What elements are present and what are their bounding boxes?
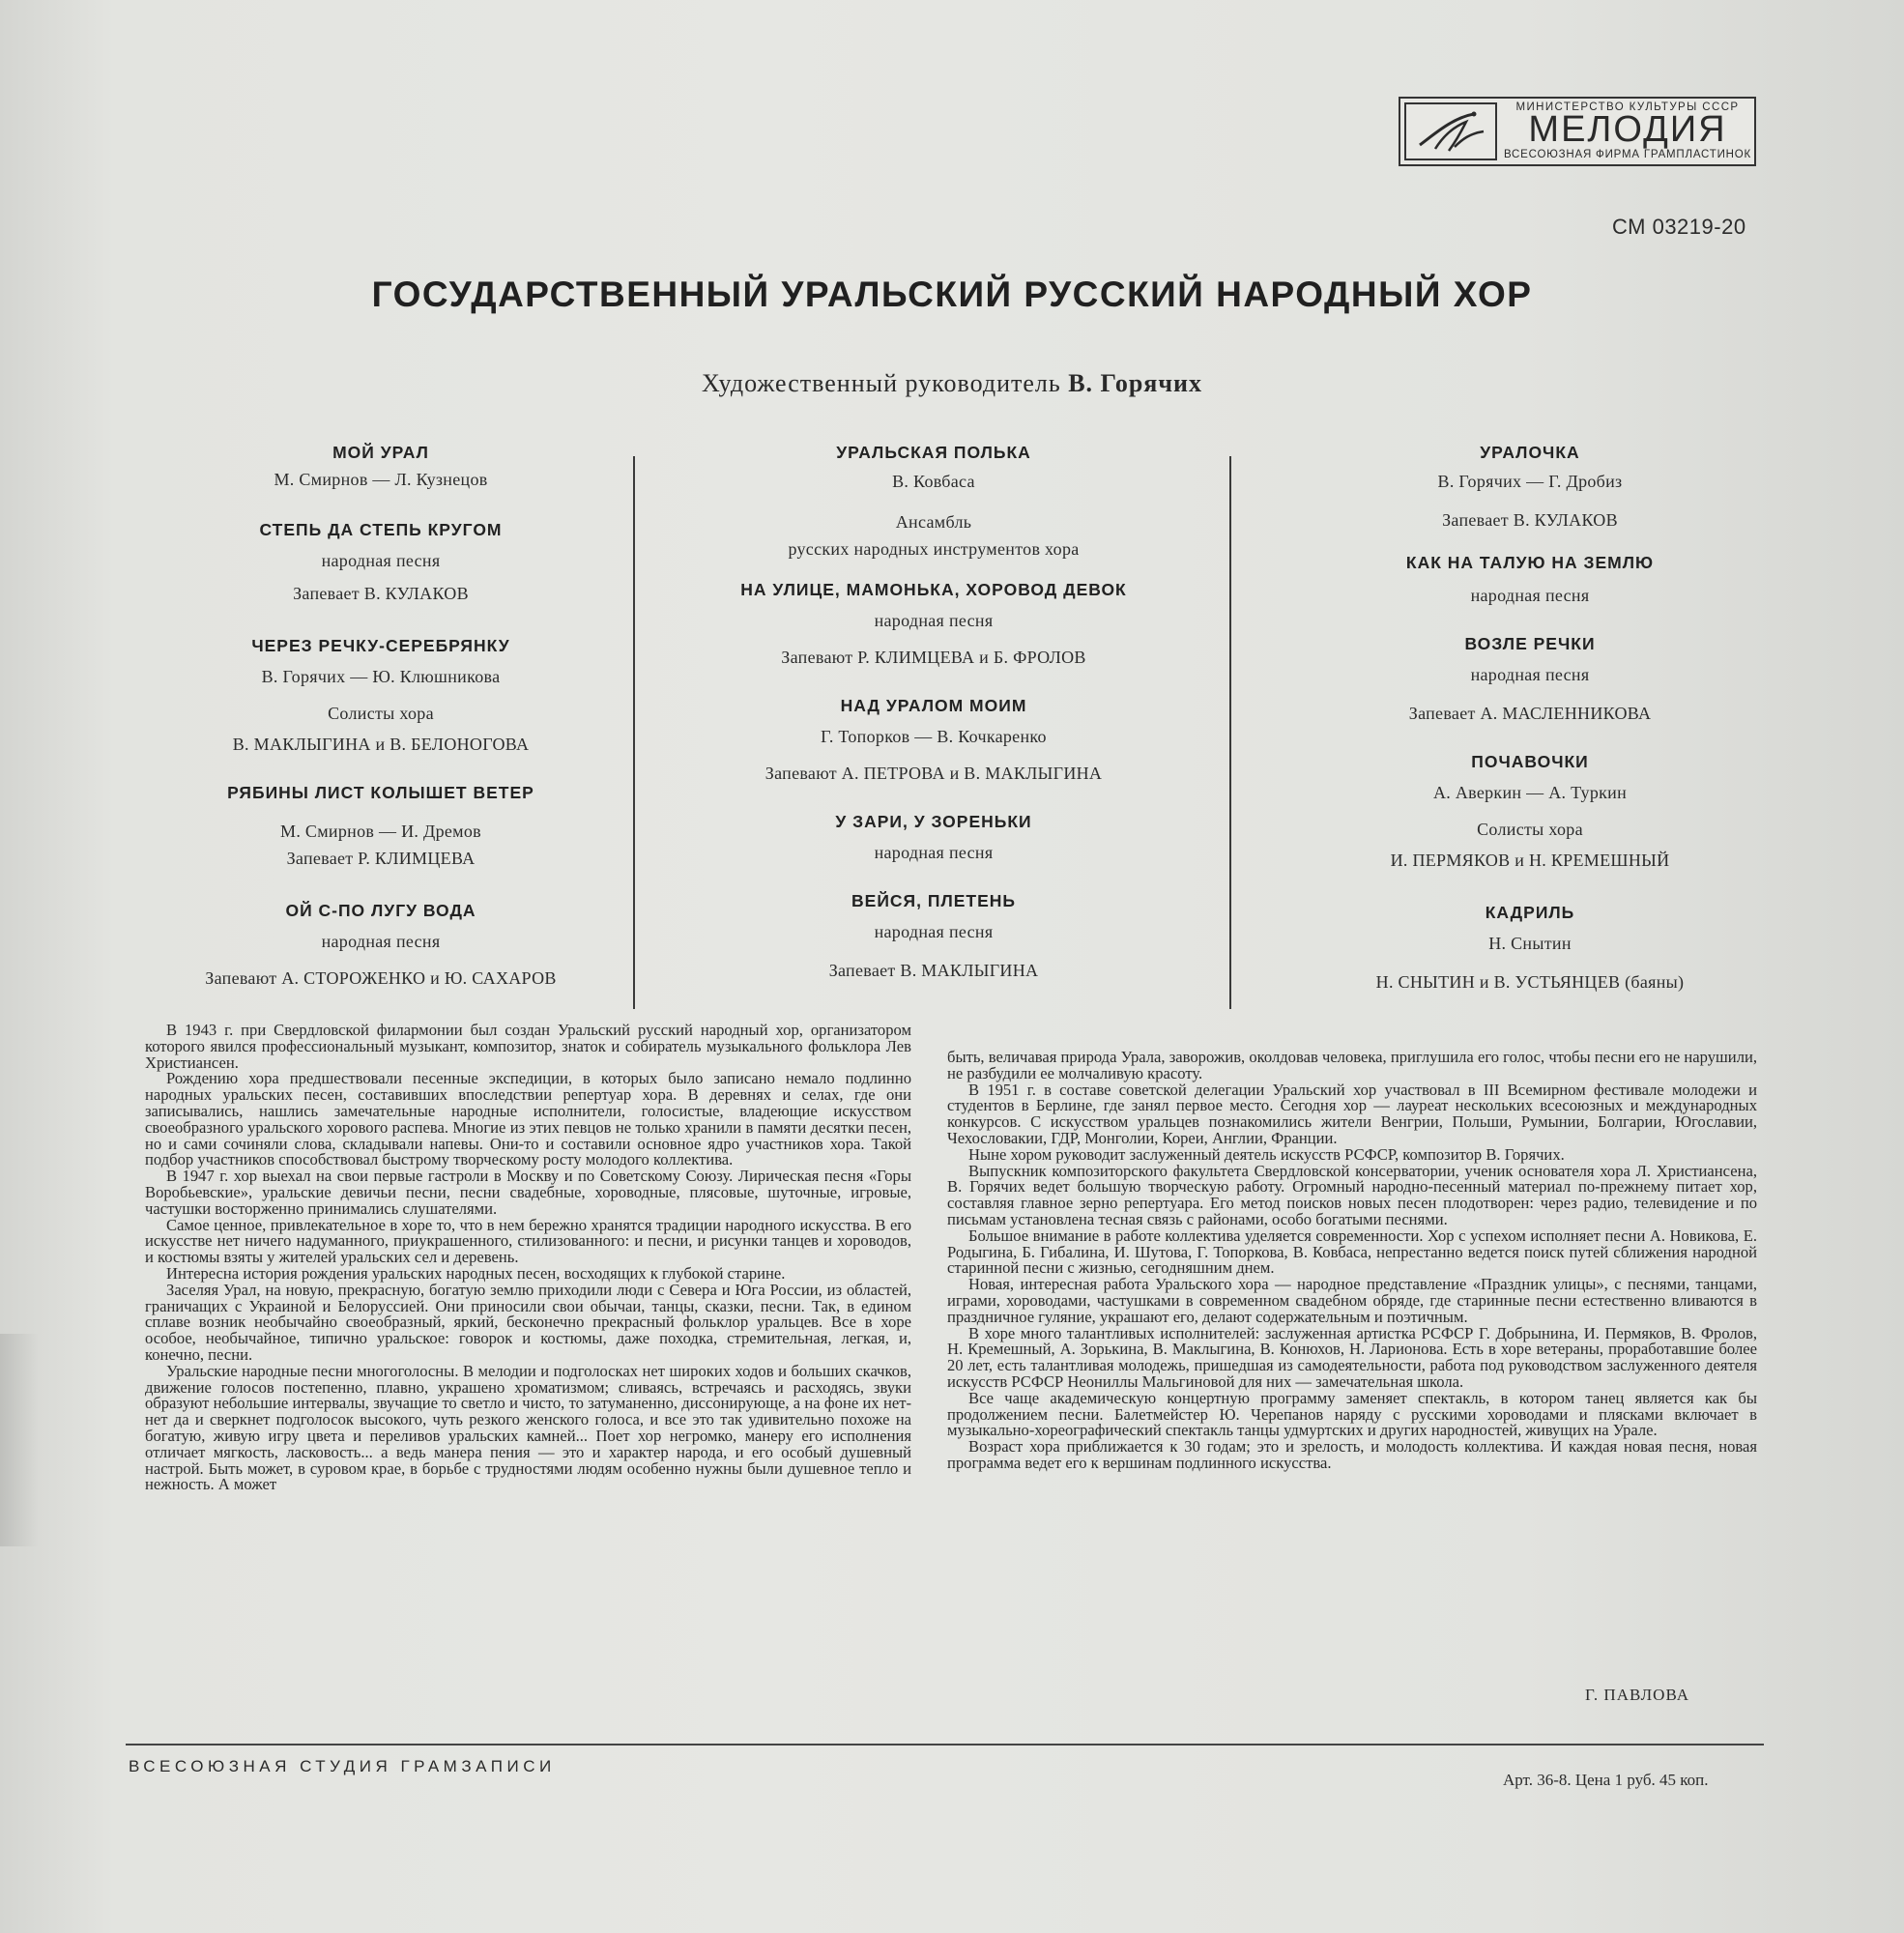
notes-paragraph: Уральские народные песни многоголосны. В мелодии и подголосках нет широких ходов и больших скачков, движение голосов постепенно, плавно, украшено хроматизмом; сливаясь, встречаясь и расходясь, звуки образуют небольшие интервалы, звучащие то светло и чисто, то затуманенно, диссонирующе, а на фоне их нет-нет да и сверкнет подголосок высокого, чуть резкого женского голоса, и все это так удивительно похоже на богатую, живую игру цвета и переливов уральских камней... Поет хор негромко, манеру его исполнения отличает мягкость, ласковость... а ведь манера пения — это и характер народа, и его особый душевный настрой. Быть может, в суровом крае, в борьбе с трудностями людям особенно нужны были душевное тепло и нежность. А может xyxy=(145,1361,911,1494)
track-title: УРАЛОЧКА xyxy=(1480,443,1580,462)
track-credit: народная песня xyxy=(1470,665,1590,684)
track-credit: В. Горячих — Ю. Клюшникова xyxy=(261,667,501,686)
melodiya-logo xyxy=(1399,97,1756,166)
track-credit: В. МАКЛЫГИНА и В. БЕЛОНОГОВА xyxy=(232,735,530,754)
notes-paragraph: Выпускник композиторского факультета Свердловской консерватории, ученик основателя хора Л. Христиансена, В. Горячих ведет большую творческую работу. Огромный народно-песенный материал по-прежнему питает хор, составляя главное зерно репертуара. Его метод поисков новых песен плодотворен: через радио, телевидение и по письмам установлена тесная связь с районами, особо богатыми песнями. xyxy=(947,1161,1757,1228)
notes-paragraph: В 1943 г. при Свердловской филармонии был создан Уральский русский народный хор, организатором которого явился профессиональный музыкант, композитор, знаток и собиратель музыкального фольклора Лев Христиансен. xyxy=(145,1021,911,1072)
track-credit: народная песня xyxy=(874,611,994,630)
track-credit: Н. СНЫТИН и В. УСТЬЯНЦЕВ (баяны) xyxy=(1375,972,1685,992)
track-credit: М. Смирнов — Л. Кузнецов xyxy=(274,470,488,489)
notes-paragraph: Самое ценное, привлекательное в хоре то, что в нем бережно хранятся традиции народного искусства. В его искусстве нет ничего надуманного, приукрашенного, стилизованного: и песни, и рисунки танцев и хороводов, и костюмы взяты у жителей уральских сел и деревень. xyxy=(145,1215,911,1267)
director-name: В. Горячих xyxy=(1068,369,1202,397)
notes-paragraph: Возраст хора приближается к 30 годам; это и зрелость, и молодость коллектива. И каждая новая песня, новая программа ведет его к вершинам подлинного искусства. xyxy=(947,1437,1757,1472)
track-credit: В. Горячих — Г. Дробиз xyxy=(1437,472,1623,491)
column-divider-right xyxy=(1229,456,1231,1009)
track-credit: народная песня xyxy=(1470,586,1590,605)
price-line: Арт. 36-8. Цена 1 руб. 45 коп. xyxy=(1503,1771,1709,1789)
track-credit: народная песня xyxy=(321,932,441,951)
logo-ministry-text: МИНИСТЕРСТВО КУЛЬТУРЫ СССР xyxy=(1515,101,1740,113)
notes-paragraph: В 1951 г. в составе советской делегации Уральский хор участвовал в III Всемирном фестивале молодежи и студентов в Берлине, где занял первое место. Сегодня хор — лауреат нескольких всесоюзных и международных конкурсов. С искусством уральцев познакомились жители Венгрии, Польши, Румынии, Болгарии, Югославии, Чехословакии, ГДР, Монголии, Кореи, Англии, Франции. xyxy=(947,1080,1757,1147)
footer-divider xyxy=(126,1744,1764,1745)
notes-paragraph: быть, величавая природа Урала, заворожив, околдовав человека, приглушила его голос, чтобы песни его не нарушили, не разбудили ее молчаливую красоту. xyxy=(947,1048,1757,1082)
track-title: КАДРИЛЬ xyxy=(1485,903,1575,922)
track-credit: русских народных инструментов хора xyxy=(788,539,1080,559)
artistic-director-line xyxy=(0,369,1904,398)
track-credit: Н. Снытин xyxy=(1488,934,1572,953)
track-title: ЧЕРЕЗ РЕЧКУ-СЕРЕБРЯНКУ xyxy=(251,636,510,655)
track-credit: Запевают А. СТОРОЖЕНКО и Ю. САХАРОВ xyxy=(205,968,557,988)
track-credit: Ансамбль xyxy=(895,512,972,532)
track-title: У ЗАРИ, У ЗОРЕНЬКИ xyxy=(835,812,1032,831)
track-credit: Запевает В. МАКЛЫГИНА xyxy=(828,961,1039,980)
director-label: Художественный руководитель xyxy=(702,369,1061,397)
liner-notes-left xyxy=(145,1023,911,1493)
sleeve-fold-shadow xyxy=(0,1334,39,1546)
track-title: ВОЗЛЕ РЕЧКИ xyxy=(1464,634,1596,653)
track-credit: Запевает В. КУЛАКОВ xyxy=(293,584,469,603)
track-title: МОЙ УРАЛ xyxy=(332,443,429,462)
notes-paragraph: Все чаще академическую концертную программу заменяет спектакль, в котором танец является как бы продолжением песни. Балетмейстер Ю. Черепанов наряду с русскими хороводами и плясками включает в музыкально-хореографический спектакль танцы удмуртских и других народностей, живущих на Урале. xyxy=(947,1388,1757,1440)
track-credit: Солисты хора xyxy=(328,704,434,723)
track-title: РЯБИНЫ ЛИСТ КОЛЫШЕТ ВЕТЕР xyxy=(227,783,534,802)
track-credit: Солисты хора xyxy=(1477,820,1583,839)
notes-author: Г. ПАВЛОВА xyxy=(1585,1686,1690,1704)
liner-notes-right xyxy=(947,1050,1757,1472)
track-credit: Запевает В. КУЛАКОВ xyxy=(1442,510,1618,530)
track-credit: Запевают Р. КЛИМЦЕВА и Б. ФРОЛОВ xyxy=(781,648,1086,667)
track-title: СТЕПЬ ДА СТЕПЬ КРУГОМ xyxy=(259,520,503,539)
track-title: ОЙ С-ПО ЛУГУ ВОДА xyxy=(285,901,476,920)
track-credit: Запевают А. ПЕТРОВА и В. МАКЛЫГИНА xyxy=(764,764,1103,783)
track-credit: народная песня xyxy=(321,551,441,570)
track-credit: А. Аверкин — А. Туркин xyxy=(1432,783,1628,802)
notes-paragraph: Большое внимание в работе коллектива уделяется современности. Хор с успехом исполняет песни А. Новикова, Е. Родыгина, Б. Гибалина, И. Шутова, Г. Топоркова, В. Ковбаса, непрестанно ведется поиск путей сближения народной старинной песни с жизнью, сегодняшним днем. xyxy=(947,1226,1757,1278)
track-credit: народная песня xyxy=(874,922,994,941)
track-credit: Запевает Р. КЛИМЦЕВА xyxy=(286,849,476,868)
notes-paragraph: В 1947 г. хор выехал на свои первые гастроли в Москву и по Советскому Союзу. Лирическая песня «Горы Воробьевские», уральские девичьи песни, песни свадебные, хороводные, плясовые, шуточные, игровые, частушки восторженно принимались слушателями. xyxy=(145,1167,911,1218)
melodiya-emblem-icon xyxy=(1404,102,1497,160)
track-credit: М. Смирнов — И. Дремов xyxy=(280,822,481,841)
track-title: КАК НА ТАЛУЮ НА ЗЕМЛЮ xyxy=(1405,553,1655,572)
track-credit: Г. Топорков — В. Кочкаренко xyxy=(821,727,1047,746)
catalog-number: СМ 03219-20 xyxy=(1612,215,1746,239)
page-title: ГОСУДАРСТВЕННЫЙ УРАЛЬСКИЙ РУССКИЙ НАРОДНЫЙ ХОР xyxy=(371,274,1533,314)
track-title: УРАЛЬСКАЯ ПОЛЬКА xyxy=(836,443,1031,462)
track-credit: В. Ковбаса xyxy=(892,472,975,491)
track-title: НАД УРАЛОМ МОИМ xyxy=(840,696,1027,715)
notes-paragraph: Интересна история рождения уральских народных песен, восходящих к глубокой старине. xyxy=(166,1263,786,1283)
studio-name: ВСЕСОЮЗНАЯ СТУДИЯ ГРАМЗАПИСИ xyxy=(129,1757,556,1775)
notes-paragraph: Заселяя Урал, на новую, прекрасную, богатую землю приходили люди с Севера и Юга России, из областей, граничащих с Украиной и Белоруссией. Они приносили свои обычаи, танцы, сказки, песни. Так, в едином сплаве возник необычайно своеобразный, яркий, бесконечно прекрасный фольклор уральцев. Все в хоре особое, необычайное, типично уральское: говорок и костюмы, даже походка, стремительная, легкая, и, конечно, песни. xyxy=(145,1280,911,1364)
notes-paragraph: Рождению хора предшествовали песенные экспедиции, в которых было записано немало подлинно народных уральских песен, составивших впоследствии репертуар хора. В деревнях и селах, где они записывались, нашлись замечательные народные исполнители, голосистые, владеющие искусством своеобразного уральского хорового распева. Многие из этих певцов не только хранили в памяти десятки песен, но и сами сочиняли слова, складывали напевы. Они-то и составили основное ядро участников хора. Такой подбор участников способствовал быстрому творческому росту молодого коллектива. xyxy=(145,1069,911,1169)
track-credit: народная песня xyxy=(874,843,994,862)
track-credit: Запевает А. МАСЛЕННИКОВА xyxy=(1408,704,1652,723)
track-title: НА УЛИЦЕ, МАМОНЬКА, ХОРОВОД ДЕВОК xyxy=(740,580,1127,599)
logo-brand-name: МЕЛОДИЯ xyxy=(1528,109,1727,150)
track-title: ПОЧАВОЧКИ xyxy=(1471,752,1589,771)
notes-paragraph: В хоре много талантливых исполнителей: заслуженная артистка РСФСР Г. Добрынина, И. Пермяков, В. Фролов, Н. Кремешный, А. Зорькина, В. Маклыгина, В. Конюхов, Н. Ларионова. Есть в хоре ветераны, проработавшие более 20 лет, есть талантливая молодежь, пришедшая из самодеятельности, работа под руководством заслуженного деятеля искусств РСФСР Неониллы Мальгиновой для них — замечательная школа. xyxy=(947,1323,1757,1391)
track-credit: И. ПЕРМЯКОВ и Н. КРЕМЕШНЫЙ xyxy=(1390,851,1670,870)
notes-paragraph: Новая, интересная работа Уральского хора — народное представление «Праздник улицы», с песнями, танцами, играми, хороводами, частушками в современном свадебном обряде, где старинные песни естественно вливаются в праздничное гуляние, украшают его, делают содержательным и поэтичным. xyxy=(947,1275,1757,1326)
logo-subtitle: ВСЕСОЮЗНАЯ ФИРМА ГРАМПЛАСТИНОК xyxy=(1503,149,1752,160)
track-title: ВЕЙСЯ, ПЛЕТЕНЬ xyxy=(851,891,1016,910)
notes-paragraph: Ныне хором руководит заслуженный деятель искусств РСФСР, композитор В. Горячих. xyxy=(968,1144,1565,1164)
